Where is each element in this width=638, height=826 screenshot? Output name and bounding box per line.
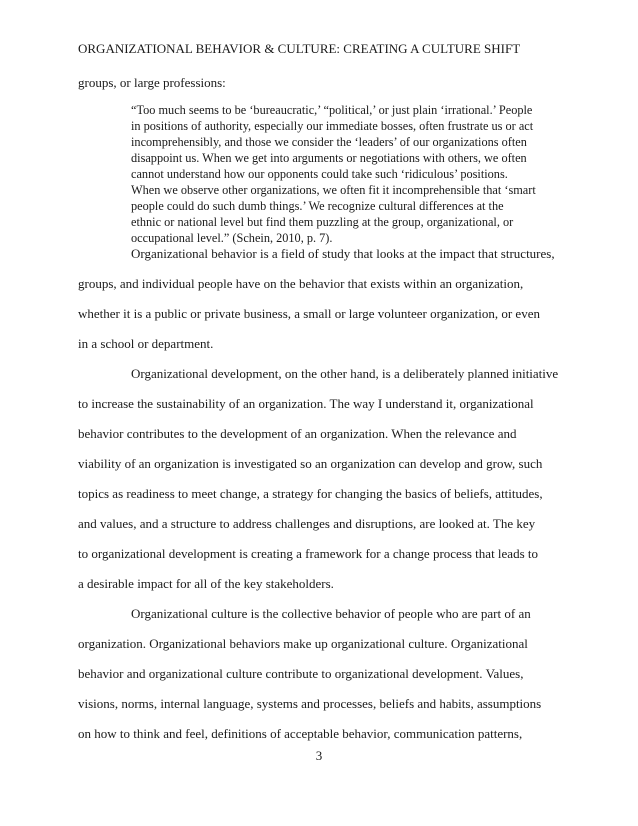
quote-line: “Too much seems to be ‘bureaucratic,’ “political,’ or just plain ‘irrational.’ People: [131, 103, 533, 117]
quote-line: disappoint us. When we get into arguments or negotiations with others, we often: [131, 151, 527, 165]
paragraph-line: to organizational development is creating a framework for a change process that leads to: [78, 546, 539, 561]
paragraph-line: behavior contributes to the development of an organization. When the relevance and: [78, 426, 517, 441]
quote-line: cannot understand how our opponents could take such ‘ridiculous’ positions.: [131, 167, 508, 181]
quote-line: ethnic or national level but find them puzzling at the group, organizational, or: [131, 215, 514, 229]
page-number: 3: [315, 748, 323, 763]
paragraph-line: Organizational culture is the collective behavior of people who are part of an: [131, 606, 531, 621]
quote-line: occupational level.” (Schein, 2010, p. 7).: [131, 231, 333, 245]
running-head: ORGANIZATIONAL BEHAVIOR & CULTURE: CREATING A CULTURE SHIFT: [78, 41, 521, 56]
paragraph-line: whether it is a public or private business, a small or large volunteer organization, or even: [78, 306, 540, 321]
paragraph-line: groups, and individual people have on the behavior that exists within an organization,: [78, 276, 524, 291]
quote-line: people could do such dumb things.’ We recognize cultural differences at the: [131, 199, 504, 213]
paragraph-line: visions, norms, internal language, systems and processes, beliefs and habits, assumptions: [78, 696, 542, 711]
quote-line: in positions of authority, especially our immediate bosses, often frustrate us or act: [131, 119, 534, 133]
paragraph-line: Organizational behavior is a field of study that looks at the impact that structures,: [131, 246, 555, 261]
paragraph-line: on how to think and feel, definitions of acceptable behavior, communication patterns,: [78, 726, 523, 741]
paragraph-line: topics as readiness to meet change, a strategy for changing the basics of beliefs, attitudes,: [78, 486, 543, 501]
paragraph-line: organization. Organizational behaviors make up organizational culture. Organizational: [78, 636, 528, 651]
paragraph-line: in a school or department.: [78, 336, 214, 351]
paragraph-line: to increase the sustainability of an organization. The way I understand it, organizational: [78, 396, 534, 411]
paragraph-line: Organizational development, on the other hand, is a deliberately planned initiative: [131, 366, 559, 381]
paragraph-line: and values, and a structure to address challenges and disruptions, are looked at. The key: [78, 516, 536, 531]
paragraph-line: behavior and organizational culture contribute to organizational development. Values,: [78, 666, 524, 681]
quote-line: When we observe other organizations, we often fit it incomprehensible that ‘smart: [131, 183, 536, 197]
intro-line: groups, or large professions:: [78, 75, 226, 90]
paragraph-line: viability of an organization is investigated so an organization can develop and grow, such: [78, 456, 543, 471]
quote-line: incomprehensibly, and those we consider the ‘leaders’ of our organizations often: [131, 135, 527, 149]
paragraph-line: a desirable impact for all of the key stakeholders.: [78, 576, 334, 591]
